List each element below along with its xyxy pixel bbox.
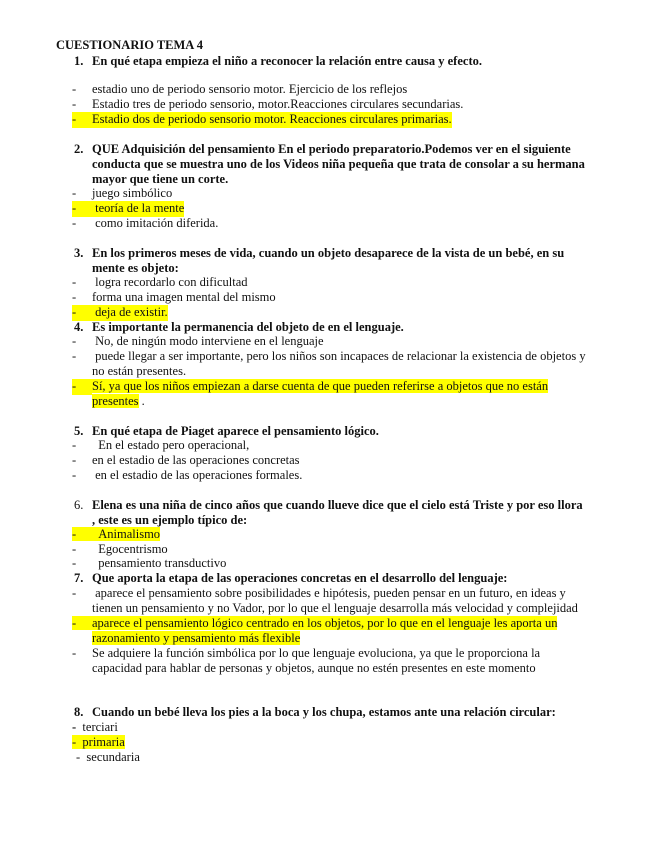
option: - pensamiento transductivo <box>72 556 227 570</box>
option: - secundaria <box>76 750 140 764</box>
question-text-line: Elena es una niña de cinco años que cuando llueve dice que el cielo está Triste y por eso llora <box>92 498 583 512</box>
option: - como imitación diferida. <box>72 216 219 230</box>
option: - en el estadio de las operaciones formales. <box>72 468 303 482</box>
option: - Se adquiere la función simbólica por lo que lenguaje evoluciona, ya que le proporciona la <box>72 646 541 660</box>
option-highlighted: - Animalismo <box>72 527 161 541</box>
question-number: 8. <box>74 705 84 719</box>
question-text-line: , este es un ejemplo típico de: <box>92 513 248 527</box>
option-highlighted: - deja de existir. <box>72 305 168 319</box>
question-text-line: conducta que se muestra uno de los Videos niña pequeña que trata de consolar a su hermana <box>92 157 585 171</box>
option-highlighted: - Estadio dos de periodo sensorio motor. Reacciones circulares primarias. <box>72 112 452 126</box>
option-highlighted: - Sí, ya que los niños empiezan a darse cuenta de que pueden referirse a objetos que no están <box>72 379 549 393</box>
question-number: 1. <box>74 54 84 68</box>
question-text: Cuando un bebé lleva los pies a la boca y los chupa, estamos ante una relación circular: <box>92 705 556 719</box>
question-number: 6. <box>74 498 84 512</box>
option-continuation: no están presentes. <box>92 364 187 378</box>
option: - forma una imagen mental del mismo <box>72 290 276 304</box>
question-text-line: QUE Adquisición del pensamiento En el periodo preparatorio.Podemos ver en el siguiente <box>92 142 571 156</box>
option-highlighted: - aparece el pensamiento lógico centrado en los objetos, por lo que en el lenguaje les aporta un <box>72 616 558 630</box>
option: - juego simbólico <box>72 186 173 200</box>
option: - puede llegar a ser importante, pero los niños son incapaces de relacionar la existencia de objetos y <box>72 349 586 363</box>
option: - aparece el pensamiento sobre posibilidades e hipótesis, pueden pensar en un futuro, en ideas y <box>72 586 566 600</box>
option: - Estadio tres de periodo sensorio, motor.Reacciones circulares secundarias. <box>72 97 464 111</box>
question-text: En qué etapa empieza el niño a reconocer la relación entre causa y efecto. <box>92 54 482 68</box>
option-highlighted: - primaria <box>72 735 125 749</box>
option-highlighted: - teoría de la mente <box>72 201 185 215</box>
option-continuation: tienen un pensamiento y no Vador, por lo que el lenguaje desarrolla más velocidad y complejidad <box>92 601 578 615</box>
question-text-line: mayor que tiene un corte. <box>92 172 229 186</box>
question-text: Es importante la permanencia del objeto de en el lenguaje. <box>92 320 404 334</box>
question-number: 2. <box>74 142 84 156</box>
question-number: 3. <box>74 246 84 260</box>
option: - en el estadio de las operaciones concretas <box>72 453 300 467</box>
option: - No, de ningún modo interviene en el lenguaje <box>72 334 324 348</box>
question-number: 4. <box>74 320 84 334</box>
question-text-line: mente es objeto: <box>92 261 179 275</box>
question-text-line: En los primeros meses de vida, cuando un objeto desaparece de la vista de un bebé, en su <box>92 246 565 260</box>
option: - estadio uno de periodo sensorio motor. Ejercicio de los reflejos <box>72 82 408 96</box>
option: - logra recordarlo con dificultad <box>72 275 248 289</box>
option: - terciari <box>72 720 118 734</box>
option: - En el estado pero operacional, <box>72 438 250 452</box>
question-text: Que aporta la etapa de las operaciones concretas en el desarrollo del lenguaje: <box>92 571 508 585</box>
question-number: 7. <box>74 571 84 585</box>
question-number: 5. <box>74 424 84 438</box>
option: - Egocentrismo <box>72 542 168 556</box>
option-continuation: razonamiento y pensamiento más flexible <box>92 631 301 645</box>
question-text: En qué etapa de Piaget aparece el pensamiento lógico. <box>92 424 379 438</box>
document-title: CUESTIONARIO TEMA 4 <box>56 38 204 52</box>
option-continuation: capacidad para hablar de personas y objetos, aunque no estén presentes en este momento <box>92 661 536 675</box>
option-continuation: presentes . <box>92 394 145 408</box>
